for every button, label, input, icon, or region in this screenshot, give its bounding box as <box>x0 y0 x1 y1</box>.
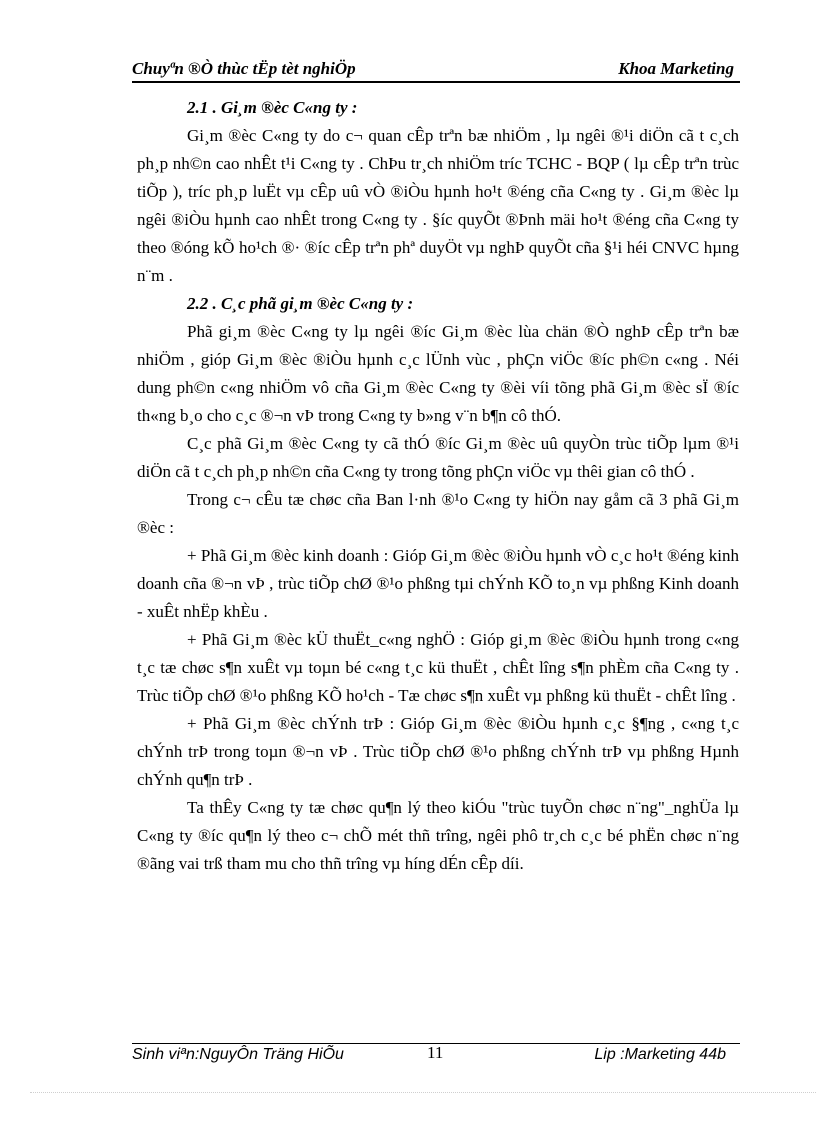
page-boundary <box>30 1092 816 1093</box>
header-title: Chuyªn ®Ò thùc tËp tèt nghiÖp <box>132 59 356 78</box>
paragraph: Phã gi¸m ®èc C«ng ty lµ ngêi ®íc Gi¸m ®èc lùa chän ®Ò nghÞ cÊp trªn bæ nhiÖm , gióp Gi¸m ®èc ®iÒu hµnh c¸c lÜnh vùc , phÇn viÖc ®íc ph©n c«ng . Néi dung ph©n c«ng nhiÖm vô cña Gi¸m ®èc C«ng ty ®èi víi tõng phã Gi¸m ®èc sÏ ®íc th«ng b¸o cho c¸c ®¬n vÞ trong C«ng ty b»ng v¨n b¶n cô thÓ. <box>137 322 739 425</box>
footer-class: Lip :Marketing 44b <box>594 1046 726 1063</box>
page-footer <box>132 1043 740 1070</box>
page-number: 11 <box>427 1043 444 1062</box>
paragraph: Trong c¬ cÊu tæ chøc cña Ban l·nh ®¹o C«ng ty hiÖn nay gåm cã 3 phã Gi¸m ®èc : <box>137 490 739 537</box>
paragraph: Gi¸m ®èc C«ng ty do c¬ quan cÊp trªn bæ nhiÖm , lµ ngêi ®¹i diÖn cã t c¸ch ph¸p nh©n cao nhÊt t¹i C«ng ty . ChÞu tr¸ch nhiÖm tríc TCHC - BQP ( lµ cÊp trªn trùc tiÕp ), tríc ph¸p luËt vµ cÊp uû vÒ ®iÒu hµnh ho¹t ®éng cña C«ng ty . Gi¸m ®èc lµ ngêi ®iÒu hµnh cao nhÊt trong C«ng ty . §íc quyÕt ®Þnh mäi ho¹t ®éng cña C«ng ty theo ®óng kÕ ho¹ch ®· ®íc cÊp trªn phª duyÖt vµ nghÞ quyÕt cña §¹i héi CNVC hµng n¨m . <box>137 126 739 285</box>
page-header <box>132 55 740 83</box>
paragraph: C¸c phã Gi¸m ®èc C«ng ty cã thÓ ®íc Gi¸m ®èc uû quyÒn trùc tiÕp lµm ®¹i diÖn cã t c¸ch ph¸p nh©n cña C«ng ty trong tõng phÇn viÖc vµ thêi gian cô thÓ . <box>137 434 739 481</box>
paragraph: + Phã Gi¸m ®èc kinh doanh : Gióp Gi¸m ®èc ®iÒu hµnh vÒ c¸c ho¹t ®éng kinh doanh cña ®¬n vÞ , trùc tiÕp chØ ®¹o phßng tµi chÝnh KÕ to¸n vµ phßng Kinh doanh - xuÊt nhËp khÈu . <box>137 546 739 621</box>
header-department: Khoa Marketing <box>618 59 734 78</box>
document-body <box>137 94 739 878</box>
footer-student: Sinh viªn:NguyÔn Träng HiÕu <box>132 1046 344 1063</box>
paragraph: + Phã Gi¸m ®èc kÜ thuËt_c«ng nghÖ : Gióp gi¸m ®èc ®iÒu hµnh trong c«ng t¸c tæ chøc s¶n xuÊt vµ toµn bé c«ng t¸c kü thuËt , chÊt lîng s¶n phÈm cña C«ng ty . Trùc tiÕp chØ ®¹o phßng KÕ ho¹ch - Tæ chøc s¶n xuÊt vµ phßng kü thuËt - chÊt lîng . <box>137 630 739 705</box>
paragraph: + Phã Gi¸m ®èc chÝnh trÞ : Gióp Gi¸m ®èc ®iÒu hµnh c¸c §¶ng , c«ng t¸c chÝnh trÞ trong toµn ®¬n vÞ . Trùc tiÕp chØ ®¹o phßng chÝnh trÞ vµ phßng Hµnh chÝnh qu¶n trÞ . <box>137 714 739 789</box>
section-heading-2-1: 2.1 . Gi¸m ®èc C«ng ty : <box>187 98 358 117</box>
section-heading-2-2: 2.2 . C¸c phã gi¸m ®èc C«ng ty : <box>187 294 414 313</box>
paragraph: Ta thÊy C«ng ty tæ chøc qu¶n lý theo kiÓu "trùc tuyÕn chøc n¨ng"_nghÜa lµ C«ng ty ®íc qu¶n lý theo c¬ chÕ mét thñ trîng, ngêi phô tr¸ch c¸c bé phËn chøc n¨ng ®ãng vai trß tham mu cho thñ trîng vµ híng dÉn cÊp díi. <box>137 798 739 873</box>
